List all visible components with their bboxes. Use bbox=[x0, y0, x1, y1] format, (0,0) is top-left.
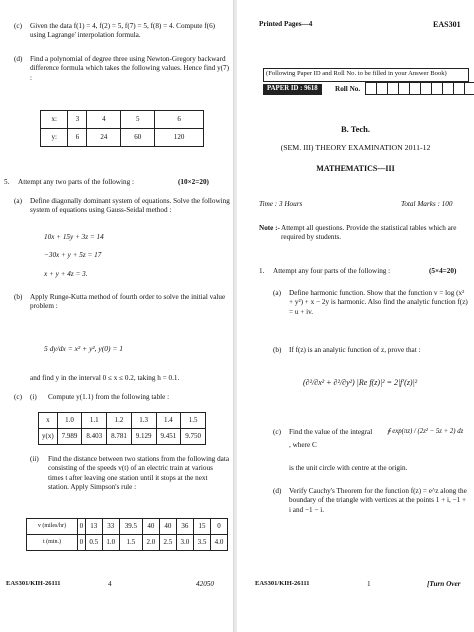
q1a-label: (a) bbox=[273, 289, 281, 297]
equation-3: x + y + 4z = 3. bbox=[44, 270, 88, 278]
q5c-ii-label: (ii) bbox=[30, 455, 39, 463]
table-cell: 3 bbox=[68, 111, 87, 129]
table-cell: 1.5 bbox=[181, 413, 206, 429]
table-cell: 1.4 bbox=[156, 413, 181, 429]
table-cell: 8.403 bbox=[82, 429, 107, 445]
paper-id: PAPER ID : 9618 bbox=[263, 84, 322, 95]
q5c-ii-text: Find the distance between two stations from the following data consisting of the speeds v(t) of an electric train at various times t after leaving one station until it stops at the next station. Apply Simpson's rule : bbox=[48, 455, 230, 492]
note-text: Attempt all questions. Provide the statistical tables which are required by students. bbox=[281, 224, 457, 242]
q1c-label: (c) bbox=[273, 428, 281, 436]
q1c-text: Find the value of the integral bbox=[289, 428, 373, 436]
table-newton bbox=[40, 110, 204, 147]
q5a-text: Define diagonally dominant system of equations. Solve the following system of equations using Gauss-Seidal method : bbox=[30, 197, 230, 215]
table-cell: 3.5 bbox=[193, 535, 210, 551]
q4c-label: (c) bbox=[14, 22, 22, 30]
q1b-formula: (∂²/∂x² + ∂²/∂y²) |Re f(z)|² = 2|f′(z)|² bbox=[303, 378, 418, 387]
table-cell: 5 bbox=[121, 111, 155, 129]
q4c-text: Given the data f(1) = 4, f(2) = 5, f(7) = 5, f(8) = 4. Compute f(6) using Lagrange' interpolation formula. bbox=[30, 22, 216, 40]
table-cell: 33 bbox=[102, 519, 119, 535]
table-cell: t (min.) bbox=[27, 535, 78, 551]
notice-box bbox=[263, 68, 469, 82]
notice-text: (Following Paper ID and Roll No. to be filled in your Answer Book) bbox=[266, 70, 447, 77]
table-cell: 1.3 bbox=[131, 413, 156, 429]
table-cell: x: bbox=[41, 111, 68, 129]
q5c-label: (c) bbox=[14, 393, 22, 401]
q1b-text: If f(z) is an analytic function of z, prove that : bbox=[289, 346, 421, 354]
table-cell: 0 bbox=[77, 535, 85, 551]
ode-formula: 5 dy/dx = x² + y², y(0) = 1 bbox=[44, 344, 124, 353]
table-cell: 36 bbox=[176, 519, 193, 535]
table-cell: 1.0 bbox=[102, 535, 119, 551]
table-cell: 39.5 bbox=[119, 519, 142, 535]
table-cell: 0.5 bbox=[85, 535, 102, 551]
table-cell: 15 bbox=[193, 519, 210, 535]
turn-over: [Turn Over bbox=[427, 580, 461, 588]
table-cell: 6 bbox=[155, 111, 204, 129]
total-marks: Total Marks : 100 bbox=[401, 200, 453, 208]
q5-marks: (10×2=20) bbox=[178, 178, 209, 186]
table-cell: 8.781 bbox=[107, 429, 132, 445]
table-cell: 40 bbox=[142, 519, 159, 535]
table-cell: 4 bbox=[87, 111, 121, 129]
left-footer-number: 42050 bbox=[196, 580, 214, 588]
right-footer-page: 1 bbox=[367, 580, 371, 588]
table-cell: 0 bbox=[210, 519, 227, 535]
exam-time: Time : 3 Hours bbox=[259, 200, 303, 208]
table-cell: x bbox=[39, 413, 58, 429]
q1d-label: (d) bbox=[273, 487, 282, 495]
table-cell: 7.989 bbox=[57, 429, 82, 445]
q1b-label: (b) bbox=[273, 346, 282, 354]
q5a-label: (a) bbox=[14, 197, 22, 205]
roll-no-label: Roll No. bbox=[335, 85, 361, 93]
q1a-text: Define harmonic function. Show that the function v = log (x² + y²) + x − 2y is harmonic. Also find the analytic function f(z) = u + iv. bbox=[289, 289, 468, 316]
table-cell: 4.0 bbox=[210, 535, 227, 551]
ode-interval: and find y in the interval 0 ≤ x ≤ 0.2, taking h = 0.1. bbox=[30, 374, 180, 382]
table-cell: 6 bbox=[68, 129, 87, 147]
q5c-i-text: Compute y(1.1) from the following table : bbox=[48, 393, 170, 401]
table-cell: 1.1 bbox=[82, 413, 107, 429]
table-cell: 13 bbox=[85, 519, 102, 535]
q4d-text: Find a polynomial of degree three using Newton-Gregory backward difference formula which takes the following values. Hence find y(7) : bbox=[30, 55, 230, 82]
table-cell: 3.0 bbox=[176, 535, 193, 551]
roll-no-boxes[interactable] bbox=[365, 82, 474, 95]
q1c-where: , where C bbox=[289, 441, 317, 449]
table-cell: 24 bbox=[87, 129, 121, 147]
q5c-i-label: (i) bbox=[30, 393, 37, 401]
note-label: Note :- bbox=[259, 224, 280, 232]
right-footer-code: EAS301/KIH-26111 bbox=[255, 580, 310, 587]
right-page bbox=[237, 0, 474, 632]
table-cell: 0 bbox=[77, 519, 85, 535]
table-cell: 1.2 bbox=[107, 413, 132, 429]
table-cell: 1.5 bbox=[119, 535, 142, 551]
table-cell: y(x) bbox=[39, 429, 58, 445]
table-derivative bbox=[38, 412, 206, 445]
table-cell: 9.129 bbox=[131, 429, 156, 445]
q1-marks: (5×4=20) bbox=[429, 267, 457, 275]
equation-2: −30x + y + 5z = 17 bbox=[44, 251, 102, 259]
paper-code: EAS301 bbox=[433, 20, 461, 29]
subject-title: MATHEMATICS—III bbox=[316, 164, 395, 173]
q5-instruction: Attempt any two parts of the following : bbox=[18, 178, 134, 186]
left-footer-page: 4 bbox=[108, 580, 112, 588]
degree-title: B. Tech. bbox=[340, 124, 371, 134]
equation-1: 10x + 15y + 3z = 14 bbox=[44, 233, 104, 241]
table-cell: v (miles/hr) bbox=[27, 519, 78, 535]
table-cell: 1.0 bbox=[57, 413, 82, 429]
q1-number: 1. bbox=[259, 267, 265, 275]
q1d-text: Verify Cauchy's Theorem for the function f(z) = e^z along the boundary of the triangle with vertices at the points 1 + i, −1 + i and −1 − i. bbox=[289, 487, 467, 514]
table-cell: 60 bbox=[121, 129, 155, 147]
table-cell: y: bbox=[41, 129, 68, 147]
q4d-label: (d) bbox=[14, 55, 23, 63]
printed-pages: Printed Pages—4 bbox=[259, 20, 313, 28]
q1c-integral: ∮ exp(πz) / (2z² − 5z + 2) dz bbox=[387, 428, 464, 435]
exam-title: (SEM. III) THEORY EXAMINATION 2011-12 bbox=[280, 143, 431, 152]
q1c-after: is the unit circle with centre at the origin. bbox=[289, 464, 408, 472]
table-simpson bbox=[26, 518, 228, 551]
q5b-text: Apply Runge-Kutta method of fourth order to solve the initial value problem : bbox=[30, 293, 226, 311]
left-page bbox=[0, 0, 232, 632]
q5-number: 5. bbox=[4, 178, 10, 186]
table-cell: 2.5 bbox=[159, 535, 176, 551]
table-cell: 2.0 bbox=[142, 535, 159, 551]
left-footer-code: EAS301/KIH-26111 bbox=[6, 580, 61, 587]
table-cell: 40 bbox=[159, 519, 176, 535]
table-cell: 120 bbox=[155, 129, 204, 147]
table-cell: 9.750 bbox=[181, 429, 206, 445]
q5b-label: (b) bbox=[14, 293, 23, 301]
q1-instruction: Attempt any four parts of the following : bbox=[273, 267, 391, 275]
table-cell: 9.451 bbox=[156, 429, 181, 445]
